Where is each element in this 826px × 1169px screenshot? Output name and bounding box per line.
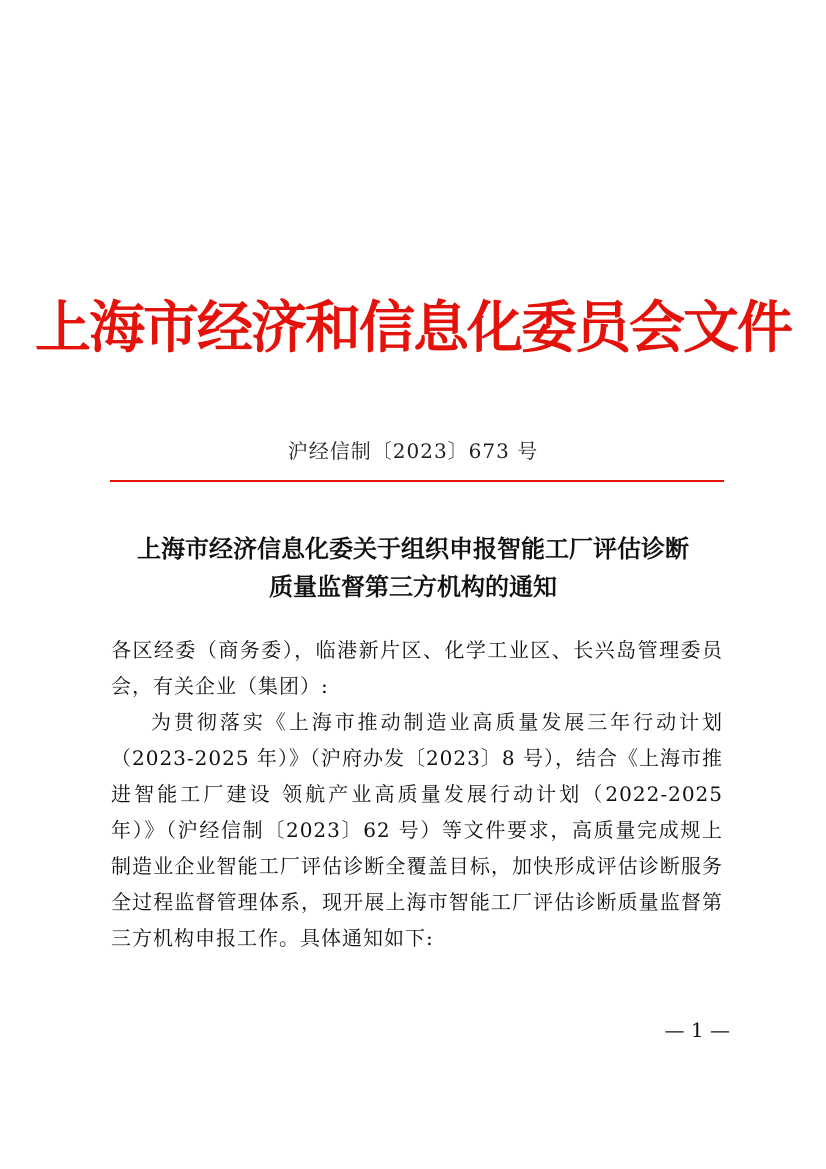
document-number: 沪经信制〔2023〕673 号	[287, 439, 539, 463]
notice-body	[111, 632, 723, 956]
notice-title-line-1: 上海市经济信息化委关于组织申报智能工厂评估诊断	[137, 534, 689, 563]
page-number: — 1 —	[664, 1018, 730, 1042]
masthead-title: 上海市经济和信息化委员会文件	[35, 295, 791, 361]
notice-title	[90, 530, 736, 606]
salutation: 各区经委（商务委），临港新片区、化学工业区、长兴岛管理委员会，有关企业（集团）:	[111, 638, 723, 698]
body-paragraph-1: 为贯彻落实《上海市推动制造业高质量发展三年行动计划（2023-2025 年）》（沪府办发〔2023〕8 号），结合《上海市推进智能工厂建设 领航产业高质量发展行动计划（2022-2025 年）》（沪经信制〔2023〕62 号）等文件要求，高质量完成规上制造业企业智能工厂评估诊断全覆盖目标，加快形成评估诊断服务全过程监督管理体系，现开展上海市智能工厂评估诊断质量监督第三方机构申报工作。具体通知如下:	[111, 710, 723, 950]
red-divider-line	[110, 480, 724, 482]
notice-title-line-2: 质量监督第三方机构的通知	[269, 572, 557, 601]
